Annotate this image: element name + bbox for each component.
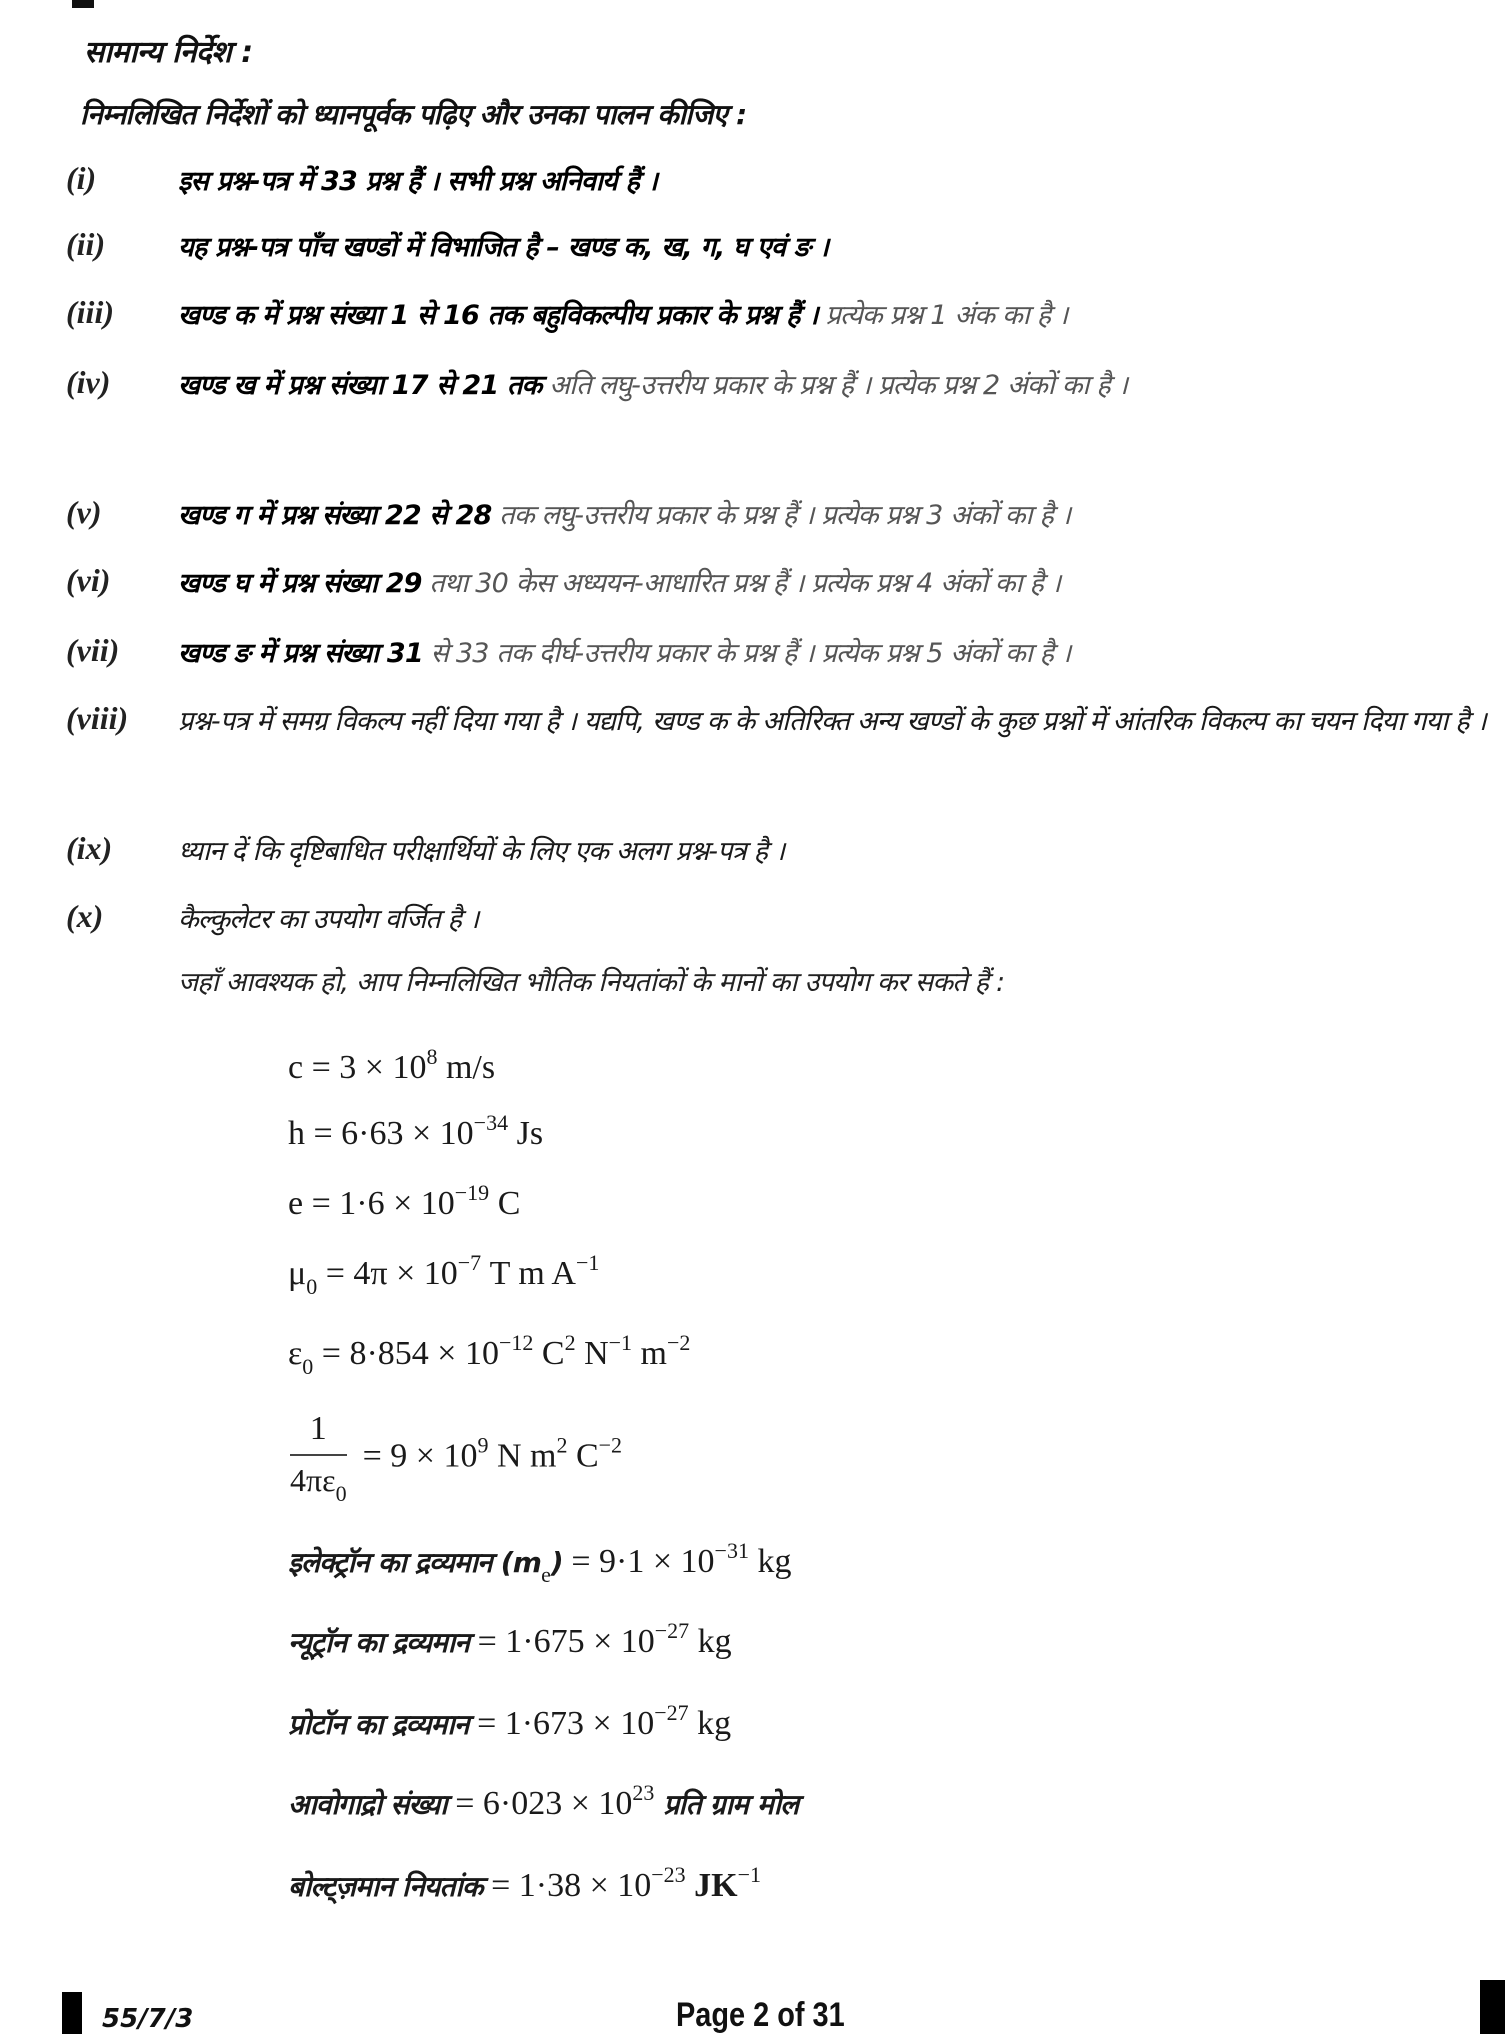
subscript: 0 (302, 1354, 314, 1379)
instruction-number: (iii) (66, 294, 114, 330)
instruction-text (178, 898, 1486, 942)
unit: प्रति ग्राम मोल (654, 1788, 799, 1821)
constant-coulomb (290, 1410, 622, 1507)
unit: C (489, 1185, 521, 1222)
exponent: −1 (575, 1250, 600, 1275)
constant-label: आवोगाद्रो संख्या (288, 1788, 447, 1821)
page-number: Page 2 of 31 (676, 1996, 845, 2034)
denominator (290, 1456, 347, 1507)
instruction-item (66, 632, 1486, 676)
instruction-text (178, 364, 1486, 408)
instruction-number: (iv) (66, 364, 111, 400)
instruction-item (66, 830, 1486, 874)
unit: T m A (481, 1255, 576, 1292)
exponent: −23 (651, 1862, 686, 1887)
instruction-number: (vii) (66, 632, 120, 668)
constant-value: = 1·673 × 10 (468, 1705, 655, 1742)
instruction-rest: कैल्कुलेटर का उपयोग वर्जित है । (178, 904, 479, 935)
constant-label: बोल्ट्ज़मान नियतांक (288, 1870, 483, 1903)
constant-value: = 1·38 × 10 (482, 1867, 652, 1904)
unit: N (575, 1335, 609, 1372)
constant-value: = 1·675 × 10 (469, 1623, 655, 1660)
constant-electron-charge (288, 1180, 520, 1223)
footer-marker-right (1480, 1980, 1505, 2034)
unit: C (533, 1335, 565, 1372)
exponent: −1 (608, 1330, 633, 1355)
instruction-number: (i) (66, 160, 97, 196)
exponent: 2 (556, 1432, 568, 1458)
instruction-text (178, 160, 1486, 204)
instruction-item (66, 700, 1486, 744)
unit: m (632, 1335, 667, 1372)
instruction-bold: खण्ड क में प्रश्न संख्या 1 से 16 तक बहुविकल्पीय प्रकार के प्रश्न हैं । (178, 300, 818, 331)
constant-value: h = 6·63 × 10 (288, 1115, 474, 1152)
page-heading: सामान्य निर्देश : (84, 35, 253, 70)
unit: C (567, 1437, 599, 1475)
exponent: 9 (477, 1432, 489, 1458)
instruction-number: (x) (66, 898, 104, 934)
unit: JK (685, 1867, 738, 1904)
instruction-rest: अति लघु-उत्तरीय प्रकार के प्रश्न हैं । प्रत्येक प्रश्न 2 अंकों का है । (541, 370, 1128, 401)
symbol: ε (288, 1335, 303, 1372)
exponent: −12 (498, 1330, 534, 1355)
top-mark (72, 0, 94, 8)
constant-permeability (288, 1250, 599, 1300)
instruction-bold: इस प्रश्न-पत्र में 33 प्रश्न हैं । सभी प्रश्न अनिवार्य हैं । (178, 166, 658, 197)
instruction-bold: खण्ड ङ में प्रश्न संख्या 31 (178, 638, 423, 669)
constant-planck (288, 1110, 543, 1153)
footer-marker-left (62, 1992, 82, 2034)
instruction-item (66, 364, 1486, 408)
unit: m/s (437, 1049, 496, 1086)
exponent: −27 (654, 1700, 689, 1725)
constant-label: इलेक्ट्रॉन का द्रव्यमान (m (288, 1546, 542, 1579)
instruction-text (178, 700, 1486, 744)
intro-text: निम्नलिखित निर्देशों को ध्यानपूर्वक पढ़िए और उनका पालन कीजिए : (80, 98, 747, 131)
instruction-number: (v) (66, 494, 102, 530)
constant-value: = 6·023 × 10 (446, 1785, 633, 1822)
constant-value: e = 1·6 × 10 (288, 1185, 455, 1222)
unit: N m (488, 1437, 557, 1475)
instruction-text (178, 294, 1486, 338)
unit: kg (689, 1623, 732, 1660)
instruction-number: (viii) (66, 700, 129, 736)
symbol: μ (288, 1255, 307, 1292)
exponent: −31 (714, 1538, 749, 1563)
constant-value: = 9 × 10 (362, 1437, 478, 1475)
numerator: 1 (290, 1410, 347, 1456)
constant-label: ) (550, 1546, 563, 1579)
instruction-rest: से 33 तक दीर्घ-उत्तरीय प्रकार के प्रश्न हैं । प्रत्येक प्रश्न 5 अंकों का है । (422, 638, 1071, 669)
exponent: 23 (632, 1780, 655, 1805)
instruction-item (66, 494, 1486, 538)
instruction-item (66, 160, 1486, 204)
instruction-text (178, 562, 1486, 606)
instruction-rest: तथा 30 केस अध्ययन-आधारित प्रश्न हैं । प्रत्येक प्रश्न 4 अंकों का है । (421, 568, 1061, 599)
instruction-text (178, 632, 1486, 676)
instruction-rest: प्रत्येक प्रश्न 1 अंक का है । (817, 300, 1068, 331)
instruction-bold: खण्ड ख में प्रश्न संख्या 17 से 21 तक (178, 370, 542, 401)
exponent: −7 (457, 1250, 482, 1275)
constant-value: = 8·854 × 10 (313, 1335, 499, 1372)
instruction-text (178, 226, 1486, 270)
exponent: −2 (598, 1432, 623, 1458)
instruction-item (66, 226, 1486, 270)
subscript: 0 (306, 1274, 318, 1299)
subscript: e (541, 1562, 551, 1587)
unit: kg (748, 1543, 792, 1580)
instruction-bold: यह प्रश्न-पत्र पाँच खण्डों में विभाजित है – खण्ड क, ख, ग, घ एवं ङ । (178, 232, 829, 263)
constant-permittivity (288, 1330, 690, 1380)
instruction-rest: ध्यान दें कि दृष्टिबाधित परीक्षार्थियों के लिए एक अलग प्रश्न-पत्र है । (178, 836, 785, 867)
constant-avogadro (288, 1780, 798, 1823)
instruction-bold: खण्ड ग में प्रश्न संख्या 22 से 28 (178, 500, 492, 531)
instruction-rest: प्रश्न-पत्र में समग्र विकल्प नहीं दिया गया है । यद्यपि, खण्ड क के अतिरिक्त अन्य खण्डों के कुछ प्रश्नों में आंतरिक विकल्प का चयन दिया गया है । (178, 706, 1486, 737)
constant-electron-mass (288, 1538, 791, 1588)
exponent: −34 (473, 1110, 509, 1135)
instruction-item (66, 294, 1486, 338)
constant-value: = 4π × 10 (317, 1255, 458, 1292)
paper-code: 55/7/3 (102, 2004, 194, 2034)
exponent: 2 (564, 1330, 576, 1355)
constant-boltzmann (288, 1862, 761, 1905)
unit: Js (508, 1115, 544, 1152)
denominator-text: 4πε (290, 1462, 336, 1498)
constant-label: प्रोटॉन का द्रव्यमान (288, 1708, 469, 1741)
exponent: −27 (654, 1618, 690, 1643)
constant-value: c = 3 × 10 (288, 1049, 427, 1086)
constant-speed-of-light (288, 1044, 495, 1087)
unit: kg (688, 1705, 732, 1742)
exponent: −2 (667, 1330, 691, 1355)
constant-proton-mass (288, 1700, 731, 1743)
exponent: −19 (454, 1180, 490, 1205)
instruction-text (178, 830, 1486, 874)
instruction-number: (vi) (66, 562, 111, 598)
instruction-number: (ii) (66, 226, 106, 262)
constant-value: = 9·1 × 10 (562, 1543, 715, 1580)
instruction-text (178, 494, 1486, 538)
fraction (290, 1410, 347, 1507)
instruction-number: (ix) (66, 830, 113, 866)
instruction-bold: खण्ड घ में प्रश्न संख्या 29 (178, 568, 422, 599)
instruction-item (66, 898, 1486, 942)
instruction-item (66, 562, 1486, 606)
instruction-rest: तक लघु-उत्तरीय प्रकार के प्रश्न हैं । प्रत्येक प्रश्न 3 अंकों का है । (491, 500, 1071, 531)
subscript: 0 (335, 1481, 347, 1506)
exponent: 8 (426, 1044, 438, 1069)
exponent: −1 (737, 1862, 762, 1887)
constant-label: न्यूट्रॉन का द्रव्यमान (288, 1626, 470, 1659)
constant-neutron-mass (288, 1618, 732, 1661)
constants-intro: जहाँ आवश्यक हो, आप निम्नलिखित भौतिक नियतांकों के मानों का उपयोग कर सकते हैं : (178, 967, 1005, 998)
